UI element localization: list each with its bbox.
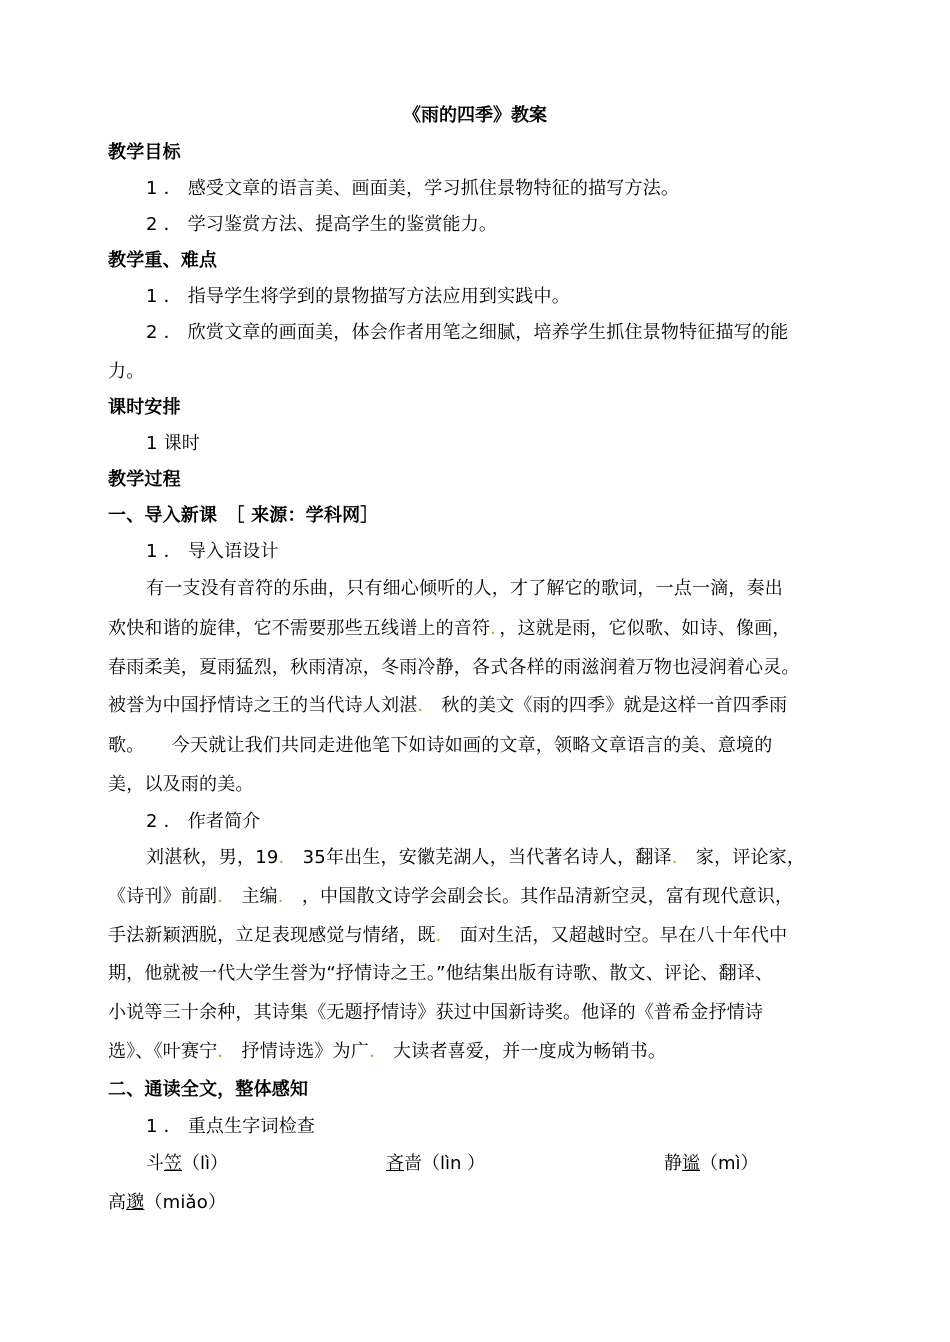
intro-line-6: 美，以及雨的美。 (108, 774, 254, 795)
vocab-pinyin: （lìn ） (422, 1153, 486, 1174)
intro-line-1: 有一支没有音符的乐曲，只有细心倾听的人，才了解它的歌词，一点一滴，奏出 (146, 578, 783, 599)
bio-line-3 (108, 924, 787, 948)
part1-heading: 一、导入新课 ［ 来源：学科网］ (108, 505, 379, 526)
bio-line-2c: ，中国散文诗学会副会长。其作品清新空灵，富有现代意识， (295, 886, 794, 907)
bio-line-1a: 刘湛秋，男，19 (146, 847, 279, 868)
intro-line-3: 春雨柔美，夏雨猛烈，秋雨清凉，冬雨冷静，各式各样的雨滋润着万物也浸润着心灵。 (108, 657, 800, 678)
bio-line-6c: 大读者喜爱，并一度成为畅销书。 (387, 1041, 667, 1062)
bio-line-5: 小说等三十余种，其诗集《无题抒情诗》获过中国新诗奖。他译的《普希金抒情诗 (108, 1002, 764, 1023)
bio-line-1 (146, 846, 805, 870)
vocab-char: 啬 (404, 1153, 422, 1174)
vocab-word-4 (108, 1191, 226, 1215)
vocab-char: 斗 (146, 1153, 164, 1174)
key-point-2: 2 ． 欣赏文章的画面美，体会作者用笔之细腻，培养学生抓住景物特征描写的能 (146, 322, 789, 343)
objective-2: 2 ． 学习鉴赏方法、提高学生的鉴赏能力。 (146, 214, 498, 235)
marker-dot: ． (277, 886, 296, 907)
bio-line-2b: 主编 (235, 886, 278, 907)
bio-line-4: 期，他就被一代大学生誉为“抒情诗之王。”他结集出版有诗歌、散文、评论、翻译、 (108, 963, 774, 984)
process-heading: 教学过程 (108, 469, 181, 490)
bio-line-2a: 《诗刊》前副 (108, 886, 218, 907)
intro-line-2 (108, 617, 791, 641)
intro-line-5: 歌。 今天就让我们共同走进他笔下如诗如画的文章，领略文章语言的美、意境的 (108, 735, 773, 756)
marker-dot: ． (278, 847, 297, 868)
marker-dot: ． (217, 886, 236, 907)
vocab-pinyin: （miǎo） (144, 1192, 227, 1213)
vocab-char: 静 (664, 1153, 682, 1174)
key-points-heading: 教学重、难点 (108, 250, 218, 271)
part2-heading: 二、通读全文，整体感知 (108, 1079, 309, 1100)
bio-line-3a: 手法新颖洒脱，立足表现感觉与情绪，既 (108, 925, 436, 946)
intro-line-4b: 秋的美文《雨的四季》就是这样一首四季雨 (435, 695, 788, 716)
bio-line-6 (108, 1040, 666, 1064)
marker-dot: ． (490, 618, 500, 639)
vocab-row (146, 1152, 846, 1176)
page-title: 《雨的四季》教案 (403, 105, 547, 126)
intro-line-2a: 欢快和谐的旋律，它不需要那些五线谱上的音符 (108, 618, 491, 639)
marker-dot: ． (671, 847, 690, 868)
intro-line-2b: ，这就是雨，它似歌、如诗、像画， (499, 618, 791, 639)
bio-line-2 (108, 885, 793, 909)
key-point-1: 1 ． 指导学生将学到的景物描写方法应用到实践中。 (146, 286, 570, 307)
part1-item2: 2 ． 作者简介 (146, 811, 261, 832)
schedule-value: 1 课时 (146, 433, 200, 454)
schedule-heading: 课时安排 (108, 397, 181, 418)
key-point-2-cont: 力。 (108, 361, 145, 382)
vocab-pinyin: （mì） (700, 1153, 759, 1174)
vocab-char: 高 (108, 1192, 127, 1213)
vocab-word-2 (386, 1152, 485, 1176)
marker-dot: ． (368, 1041, 388, 1062)
vocab-char-underlined: 谧 (682, 1153, 700, 1174)
vocab-char-underlined: 笠 (164, 1153, 182, 1174)
vocab-pinyin: （lì） (182, 1153, 229, 1174)
marker-dot: ． (435, 925, 454, 946)
part1-item1: 1 ． 导入语设计 (146, 541, 279, 562)
bio-line-6a: 选》、《叶赛宁 (108, 1041, 218, 1062)
objectives-heading: 教学目标 (108, 142, 181, 163)
bio-line-1c: 家，评论家， (689, 847, 806, 868)
intro-line-4 (108, 694, 787, 718)
intro-line-4a: 被誉为中国抒情诗之王的当代诗人刘湛 (108, 695, 418, 716)
vocab-word-3 (664, 1152, 759, 1176)
part2-item1: 1 ． 重点生字词检查 (146, 1116, 316, 1137)
marker-dot: ． (417, 695, 436, 716)
vocab-word-1 (146, 1152, 228, 1176)
vocab-char-underlined: 邈 (126, 1192, 145, 1213)
bio-line-3b: 面对生活，又超越时空。早在八十年代中 (453, 925, 788, 946)
bio-line-1b: 35年出生，安徽芜湖人，当代著名诗人，翻译 (296, 847, 672, 868)
objective-1: 1 ． 感受文章的语言美、画面美，学习抓住景物特征的描写方法。 (146, 178, 680, 199)
vocab-char-underlined: 吝 (386, 1153, 404, 1174)
marker-dot: ． (217, 1041, 236, 1062)
bio-line-6b: 抒情诗选》为广 (235, 1041, 369, 1062)
